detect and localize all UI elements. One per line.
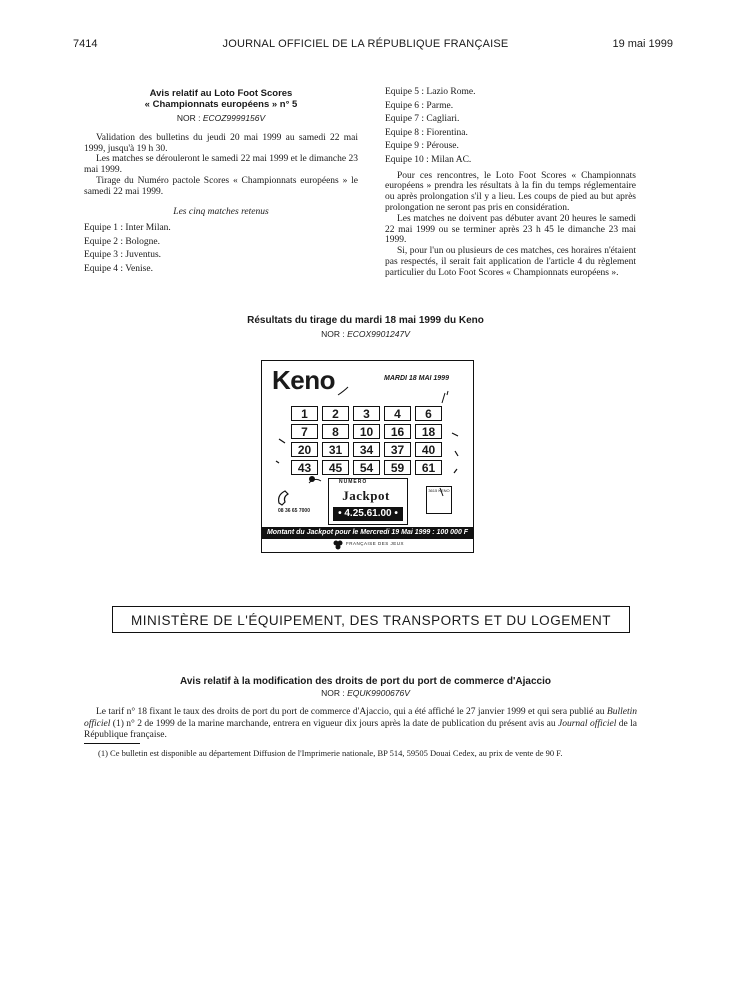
keno-number: 6 [415, 406, 442, 421]
loto-notice-right [385, 86, 636, 279]
team-item: Equipe 4 : Venise. [84, 263, 153, 274]
dot-icon [309, 476, 315, 482]
ajaccio-nor: NOR : EQUK9900676V [321, 688, 410, 698]
keno-number: 37 [384, 442, 411, 457]
keno-logo: Keno [272, 365, 335, 395]
team-item: Equipe 8 : Fiorentina. [385, 127, 468, 138]
loto-rule-paragraph: Pour ces rencontres, le Loto Foot Scores « Championnats européens » prendra les résultats à la fin du temps réglementaire ou après prolongation s'il y a lieu. Les coups de pied au but après prolongation ne seront pas pris en considération. [385, 170, 636, 213]
minitel-label: 3615 KENO [428, 488, 450, 493]
team-item: Equipe 2 : Bologne. [84, 236, 160, 247]
loto-paragraph: Validation des bulletins du jeudi 20 mai 1999 au samedi 22 mai 1999, jusqu'à 19 h 30. [84, 132, 358, 154]
keno-phone-number: 08 36 65 7000 [278, 508, 310, 514]
keno-number: 8 [322, 424, 349, 439]
keno-number: 61 [415, 460, 442, 475]
journal-title: JOURNAL OFFICIEL DE LA RÉPUBLIQUE FRANÇAISE [222, 38, 509, 50]
keno-number: 43 [291, 460, 318, 475]
loto-notice-left [84, 88, 358, 276]
keno-number: 59 [384, 460, 411, 475]
jackpot-logo: Jackpot [342, 488, 390, 503]
keno-number: 10 [353, 424, 380, 439]
page-number: 7414 [73, 38, 98, 50]
ajaccio-title: Avis relatif à la modification des droits de port du port de commerce d'Ajaccio [180, 676, 551, 687]
phone-icon [276, 489, 298, 509]
ajaccio-body: Le tarif n° 18 fixant le taux des droits de port du port de commerce d'Ajaccio, qui a été affiché le 27 janvier 1999 et qui sera publié au Bulletin officiel (1) n° 2 de 1999 de la marine marchande, entrera en vigueur dix jours après la date de publication du présent avis au Journal officiel de la République française. [84, 707, 638, 740]
loto-nor: NOR : ECOZ9999156V [176, 113, 266, 123]
loto-title-2: « Championnats européens » n° 5 [144, 99, 298, 110]
keno-draw-date: MARDI 18 MAI 1999 [384, 375, 449, 382]
team-item: Equipe 1 : Inter Milan. [84, 223, 171, 234]
keno-number: 3 [353, 406, 380, 421]
keno-number: 31 [322, 442, 349, 457]
keno-number: 4 [384, 406, 411, 421]
keno-number: 34 [353, 442, 380, 457]
keno-number: 7 [291, 424, 318, 439]
footnote: (1) Ce bulletin est disponible au département Diffusion de l'Imprimerie nationale, BP 514, 59505 Douai Cedex, au prix de vente de 90 F. [98, 748, 563, 758]
clover-icon [332, 540, 344, 550]
team-item: Equipe 10 : Milan AC. [385, 154, 472, 165]
keno-number: 1 [291, 406, 318, 421]
keno-number: 16 [384, 424, 411, 439]
issue-date: 19 mai 1999 [612, 38, 673, 50]
matches-heading: Les cinq matches retenus [173, 206, 269, 217]
ministry-heading: MINISTÈRE DE L'ÉQUIPEMENT, DES TRANSPORTS ET DU LOGEMENT [112, 606, 630, 633]
keno-ticket-image [261, 360, 474, 553]
keno-number: 54 [353, 460, 380, 475]
keno-number: 18 [415, 424, 442, 439]
jackpot-number: • 4.25.61.00 • [333, 507, 403, 521]
loto-rule-paragraph: Les matches ne doivent pas débuter avant 20 heures le samedi 22 mai 1999 ou se terminer après 23 h 45 le dimanche 23 mai 1999. [385, 213, 636, 246]
loto-paragraph: Tirage du Numéro pactole Scores « Championnats européens » le samedi 22 mai 1999. [84, 175, 358, 197]
jackpot-amount-strip: Montant du Jackpot pour le Mercredi 19 Mai 1999 : 100 000 F [262, 527, 473, 539]
keno-number: 40 [415, 442, 442, 457]
team-item: Equipe 9 : Pérouse. [385, 141, 459, 152]
keno-title: Résultats du tirage du mardi 18 mai 1999 du Keno [247, 315, 484, 326]
keno-number: 20 [291, 442, 318, 457]
keno-number: 2 [322, 406, 349, 421]
footnote-rule [84, 743, 140, 744]
loto-paragraph: Les matches se dérouleront le samedi 22 mai 1999 et le dimanche 23 mai 1999. [84, 154, 358, 176]
keno-nor: NOR : ECOX9901247V [321, 329, 410, 339]
team-item: Equipe 7 : Cagliari. [385, 114, 460, 125]
loto-rule-paragraph: Si, pour l'un ou plusieurs de ces matches, ces horaires n'étaient pas respectés, il serait fait application de l'article 4 du règlement particulier du Loto Foot Scores « Championnats européens ». [385, 246, 636, 278]
team-item: Equipe 5 : Lazio Rome. [385, 87, 476, 97]
keno-number: 45 [322, 460, 349, 475]
team-item: Equipe 6 : Parme. [385, 100, 454, 111]
team-item: Equipe 3 : Juventus. [84, 250, 162, 261]
numero-label: NUMÉRO [339, 479, 368, 485]
fdj-logo-text: FRANÇAISE DES JEUX [346, 541, 405, 546]
loto-title-1: Avis relatif au Loto Foot Scores [149, 88, 293, 99]
minitel-icon [426, 486, 452, 514]
